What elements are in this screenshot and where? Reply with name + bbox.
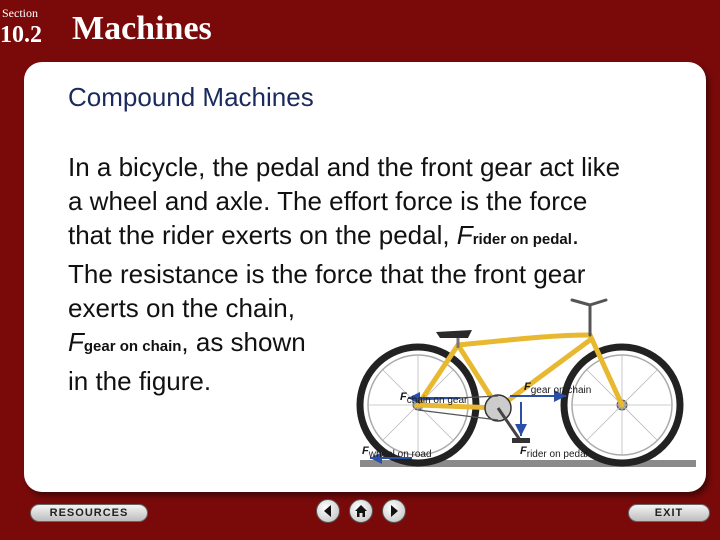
bicycle-handlebar bbox=[572, 300, 606, 335]
body-line-5: exerts on the chain, bbox=[68, 293, 295, 323]
section-number: 10.2 bbox=[0, 22, 42, 48]
label-wheel-on-road: Fwheel on road bbox=[362, 445, 432, 460]
body-line-4: The resistance is the force that the front gear bbox=[68, 259, 586, 289]
exit-button[interactable]: EXIT bbox=[628, 504, 710, 522]
next-slide-button[interactable] bbox=[382, 499, 406, 523]
label-chain-on-gear: Fchain on gear bbox=[400, 391, 468, 406]
home-icon bbox=[353, 503, 369, 519]
slide-subtitle: Compound Machines bbox=[68, 82, 314, 112]
label-rider-on-pedal: Frider on pedal bbox=[520, 445, 588, 460]
body-line-1: In a bicycle, the pedal and the front gear act like bbox=[68, 152, 621, 182]
bicycle-seat bbox=[436, 330, 472, 338]
bicycle-figure bbox=[340, 290, 700, 480]
slide-header bbox=[0, 0, 720, 60]
chapter-title: Machines bbox=[72, 10, 212, 47]
bicycle-pedal bbox=[512, 438, 530, 443]
body-line-3: that the rider exerts on the pedal, Frider on pedal. bbox=[68, 220, 580, 250]
home-button[interactable] bbox=[349, 499, 373, 523]
label-gear-on-chain: Fgear on chain bbox=[524, 381, 592, 396]
body-line-2: a wheel and axle. The effort force is the force bbox=[68, 186, 588, 216]
prev-slide-button[interactable] bbox=[316, 499, 340, 523]
section-label: Section bbox=[2, 6, 38, 20]
body-line-7: in the figure. bbox=[68, 366, 212, 396]
resources-button[interactable]: RESOURCES bbox=[30, 504, 148, 522]
arrow-right-icon bbox=[386, 503, 402, 519]
body-line-6: Fgear on chain, as shown bbox=[68, 327, 306, 357]
arrow-left-icon bbox=[320, 503, 336, 519]
